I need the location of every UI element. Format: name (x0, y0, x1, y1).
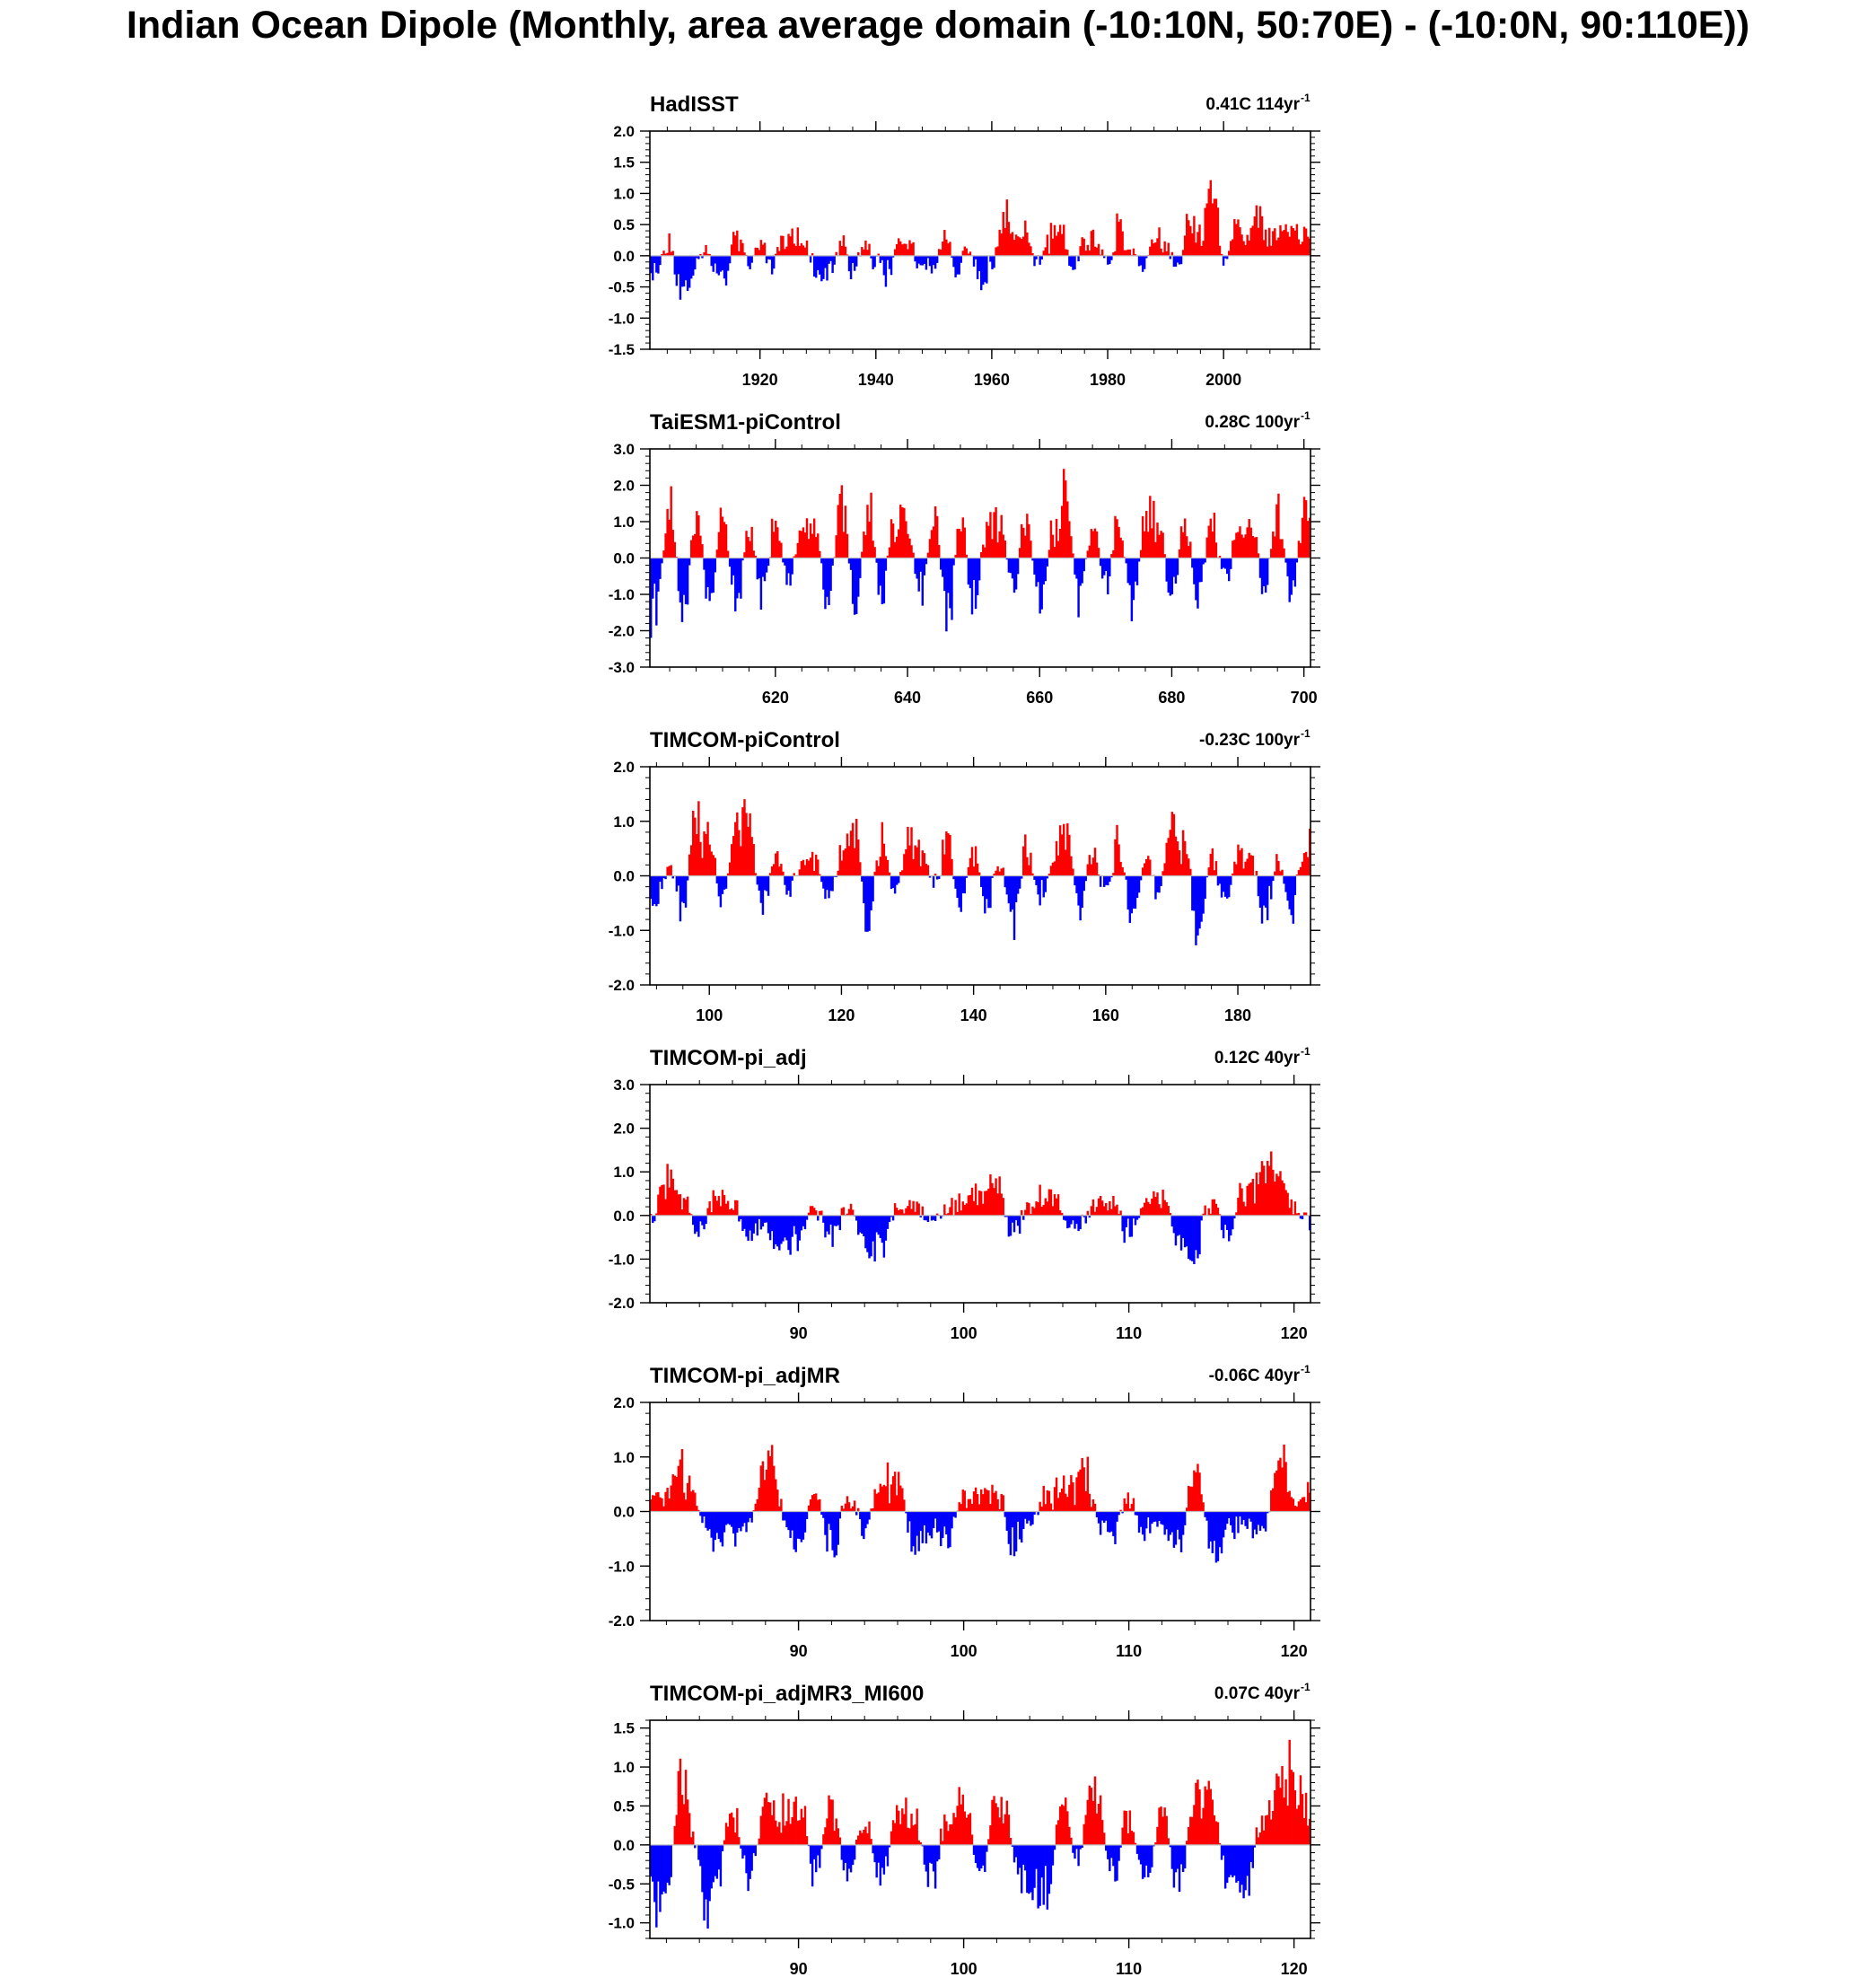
positive-bar (916, 1808, 917, 1844)
x-tick-label: 90 (789, 1960, 808, 1978)
positive-bar (780, 543, 782, 558)
positive-bar (1171, 252, 1173, 256)
positive-bar (701, 544, 703, 558)
data-bars (650, 1151, 1311, 1264)
trend-label: -0.23C 100yr (1199, 731, 1300, 750)
positive-bar (819, 551, 820, 558)
negative-bar (890, 256, 892, 275)
negative-bar (885, 558, 887, 571)
x-tick-label: 700 (1290, 689, 1318, 707)
y-tick-label: -1.0 (608, 586, 635, 603)
negative-bar (887, 1845, 889, 1867)
positive-bar (1281, 870, 1283, 876)
positive-bar (1072, 868, 1074, 875)
negative-bar (714, 558, 716, 573)
positive-bar (1004, 540, 1006, 558)
positive-bar (714, 858, 716, 876)
y-tick-label: 0.0 (613, 247, 635, 265)
negative-bar (810, 256, 811, 263)
negative-bar (791, 558, 793, 575)
y-tick-label: 2.0 (613, 477, 635, 495)
x-tick-label: 1920 (741, 371, 778, 389)
negative-bar (859, 558, 861, 578)
negative-bar (1140, 876, 1142, 881)
chart-panel-1 (609, 92, 1320, 389)
x-tick-label: 120 (1280, 1324, 1308, 1342)
negative-bar (839, 1512, 841, 1519)
trend-exponent: -1 (1301, 92, 1311, 104)
positive-bar (1121, 540, 1123, 558)
x-tick-label: 100 (950, 1642, 977, 1660)
positive-bar (1256, 871, 1258, 876)
positive-bar (868, 244, 870, 256)
chart-panel-6 (609, 1681, 1320, 1978)
y-tick-label: 0.0 (613, 1836, 635, 1854)
positive-bar (951, 1198, 952, 1216)
negative-bar (791, 876, 793, 881)
positive-bar (1098, 244, 1100, 256)
positive-bar (1217, 1823, 1219, 1845)
positive-bar (1129, 250, 1131, 256)
negative-bar (1294, 876, 1296, 896)
y-tick-label: -2.0 (608, 1295, 635, 1312)
positive-bar (752, 844, 754, 875)
positive-bar (971, 1834, 973, 1844)
negative-bar (1077, 256, 1079, 261)
negative-bar (873, 256, 875, 268)
positive-bar (949, 242, 951, 256)
positive-bar (1163, 554, 1165, 558)
positive-bar (1070, 1838, 1072, 1845)
negative-bar (1204, 876, 1205, 900)
negative-bar (925, 558, 927, 565)
negative-bar (1198, 1216, 1200, 1254)
positive-bar (727, 550, 729, 558)
x-tick-label: 1960 (973, 371, 1010, 389)
chart-panel-2 (609, 409, 1320, 707)
positive-bar (1283, 549, 1284, 558)
panel-title: TIMCOM-pi_adjMR3_MI600 (650, 1682, 925, 1706)
negative-bar (750, 256, 752, 263)
positive-bar (922, 1207, 924, 1216)
panel-title: TaiESM1-piControl (650, 410, 841, 435)
positive-bar (806, 241, 808, 256)
x-tick-label: 110 (1116, 1324, 1143, 1342)
negative-bar (1160, 876, 1162, 886)
x-tick-label: 100 (950, 1324, 977, 1342)
positive-bar (870, 1839, 872, 1845)
positive-bar (835, 252, 837, 256)
data-bars (650, 1445, 1311, 1562)
x-tick-label: 120 (1280, 1642, 1308, 1660)
x-tick-label: 620 (761, 689, 789, 707)
positive-bar (1072, 553, 1074, 558)
negative-bar (767, 558, 769, 567)
y-tick-label: 1.0 (613, 1759, 635, 1777)
negative-bar (659, 256, 661, 265)
positive-bar (1204, 1206, 1205, 1216)
positive-bar (1003, 867, 1004, 875)
positive-bar (1149, 859, 1151, 875)
positive-bar (817, 859, 819, 875)
negative-bar (1040, 256, 1042, 259)
y-tick-label: 0.0 (613, 1207, 635, 1225)
positive-bar (672, 251, 674, 256)
positive-bar (843, 1208, 845, 1216)
positive-bar (1030, 540, 1031, 558)
trend-label: -0.06C 40yr (1208, 1366, 1300, 1385)
x-tick-label: 120 (1280, 1960, 1308, 1978)
positive-bar (1103, 1832, 1105, 1845)
negative-bar (1110, 256, 1112, 260)
negative-bar (1200, 1216, 1202, 1221)
negative-bar (688, 558, 690, 566)
negative-bar (1047, 558, 1048, 567)
positive-bar (846, 534, 848, 558)
y-tick-label: -1.0 (608, 1558, 635, 1576)
x-tick-label: 1980 (1090, 371, 1126, 389)
negative-bar (1230, 558, 1232, 569)
negative-bar (722, 1845, 723, 1851)
trend-label: 0.07C 40yr (1214, 1684, 1300, 1703)
negative-bar (1100, 876, 1101, 887)
y-tick-label: 0.5 (613, 1797, 635, 1815)
y-tick-label: 3.0 (613, 1076, 635, 1094)
positive-bar (912, 242, 914, 256)
positive-bar (1101, 250, 1103, 256)
positive-bar (927, 866, 929, 876)
negative-bar (854, 1845, 855, 1859)
negative-bar (885, 256, 887, 287)
positive-bar (1291, 1200, 1293, 1216)
y-tick-label: -3.0 (608, 659, 635, 676)
data-bars (650, 180, 1311, 300)
positive-bar (912, 553, 914, 558)
y-tick-label: -2.0 (608, 977, 635, 994)
negative-bar (806, 1512, 808, 1520)
positive-bar (674, 542, 676, 558)
positive-bar (1021, 1210, 1022, 1216)
positive-bar (687, 1197, 688, 1216)
negative-bar (1180, 256, 1182, 264)
negative-bar (1138, 558, 1140, 562)
y-tick-label: -1.0 (608, 310, 635, 328)
negative-bar (898, 876, 899, 883)
positive-bar (738, 1837, 740, 1845)
positive-bar (852, 1209, 854, 1215)
negative-bar (936, 256, 938, 263)
negative-bar (934, 1216, 936, 1221)
negative-bar (855, 256, 857, 267)
negative-bar (927, 1216, 929, 1222)
negative-bar (1131, 1216, 1133, 1237)
positive-bar (964, 528, 966, 558)
trend-label: 0.41C 114yr (1205, 95, 1300, 114)
negative-bar (831, 876, 833, 892)
positive-bar (938, 545, 940, 558)
positive-bar (1087, 1211, 1089, 1216)
negative-bar (1177, 558, 1179, 576)
x-tick-label: 100 (950, 1960, 977, 1978)
negative-bar (1022, 1216, 1024, 1220)
x-tick-label: 1940 (857, 371, 894, 389)
positive-bar (859, 862, 861, 875)
negative-bar (755, 1845, 757, 1856)
negative-bar (767, 876, 769, 896)
positive-bar (854, 1500, 855, 1511)
negative-bar (820, 1845, 822, 1850)
x-tick-label: 100 (696, 1006, 723, 1024)
x-tick-label: 680 (1158, 689, 1186, 707)
positive-bar (764, 242, 766, 255)
positive-bar (1028, 1203, 1030, 1216)
positive-bar (873, 547, 875, 558)
positive-bar (1215, 861, 1217, 875)
positive-bar (1189, 541, 1191, 558)
negative-bar (951, 558, 952, 620)
x-tick-label: 140 (960, 1006, 987, 1024)
positive-bar (845, 247, 846, 256)
panel-title: TIMCOM-pi_adjMR (650, 1364, 840, 1388)
chart-panel-5 (609, 1363, 1320, 1660)
y-tick-label: -1.5 (608, 341, 635, 358)
y-tick-label: 2.0 (613, 123, 635, 140)
negative-bar (725, 876, 727, 889)
y-tick-label: 1.0 (613, 813, 635, 830)
y-tick-label: 1.0 (613, 185, 635, 203)
positive-bar (1003, 1198, 1004, 1216)
negative-bar (729, 256, 731, 263)
positive-bar (917, 1203, 919, 1215)
negative-bar (993, 256, 995, 268)
negative-bar (872, 876, 873, 902)
x-tick-label: 160 (1091, 1006, 1119, 1024)
negative-bar (938, 1845, 940, 1859)
negative-bar (1074, 256, 1075, 269)
negative-bar (1204, 558, 1205, 563)
positive-bar (736, 1200, 738, 1216)
data-bars (650, 1740, 1311, 1929)
y-tick-label: -0.5 (608, 1876, 635, 1894)
trend-label: 0.28C 100yr (1205, 413, 1300, 432)
panel-title: TIMCOM-piControl (650, 728, 840, 752)
positive-bar (1094, 1504, 1096, 1512)
negative-bar (954, 1512, 956, 1518)
x-tick-label: 110 (1116, 1642, 1143, 1660)
trend-exponent: -1 (1301, 1681, 1311, 1693)
negative-bar (1017, 558, 1019, 575)
positive-bar (839, 1837, 841, 1844)
y-tick-label: -1.0 (608, 922, 635, 940)
negative-bar (653, 1216, 655, 1221)
negative-bar (1109, 558, 1110, 576)
negative-bar (868, 1512, 870, 1520)
negative-bar (1302, 1216, 1303, 1219)
negative-bar (986, 1845, 987, 1852)
negative-bar (750, 1512, 752, 1523)
negative-bar (831, 558, 833, 566)
positive-bar (780, 1498, 782, 1511)
chart-panel-3 (609, 727, 1320, 1024)
y-tick-label: -0.5 (608, 278, 635, 296)
y-tick-label: 0.0 (613, 1503, 635, 1521)
negative-bar (1265, 1512, 1267, 1532)
positive-bar (1168, 1838, 1170, 1845)
y-tick-label: 1.0 (613, 514, 635, 531)
y-tick-label: 1.5 (613, 1719, 635, 1737)
negative-bar (687, 876, 688, 881)
negative-bar (978, 558, 980, 581)
y-tick-label: -2.0 (608, 1613, 635, 1630)
x-tick-label: 110 (1116, 1960, 1143, 1978)
negative-bar (1085, 876, 1087, 882)
trend-label: 0.12C 40yr (1214, 1049, 1300, 1068)
negative-bar (1039, 876, 1040, 906)
x-tick-label: 90 (789, 1324, 808, 1342)
positive-bar (1047, 234, 1048, 255)
negative-bar (960, 256, 962, 263)
positive-bar (1168, 242, 1170, 255)
page-title: Indian Ocean Dipole (Monthly, area average domain (-10:10N, 50:70E) - (-10:0N, 90:110E)) (126, 4, 1750, 47)
y-tick-label: -1.0 (608, 1914, 635, 1932)
negative-bar (952, 558, 954, 566)
x-tick-label: 640 (894, 689, 922, 707)
negative-bar (1136, 558, 1138, 585)
x-tick-label: 2000 (1205, 371, 1242, 389)
trend-exponent: -1 (1301, 727, 1311, 740)
y-tick-label: 0.5 (613, 216, 635, 234)
negative-bar (1267, 558, 1268, 585)
negative-bar (1085, 1216, 1087, 1224)
y-tick-label: 2.0 (613, 1120, 635, 1138)
positive-bar (692, 1832, 694, 1845)
positive-bar (1010, 1838, 1012, 1845)
negative-bar (1019, 1216, 1021, 1234)
y-tick-label: -2.0 (608, 622, 635, 640)
negative-bar (1252, 1845, 1254, 1868)
y-tick-label: 1.5 (613, 154, 635, 171)
y-tick-label: 1.0 (613, 1448, 635, 1466)
positive-bar (1030, 853, 1031, 876)
positive-bar (820, 1210, 822, 1215)
negative-bar (1184, 1845, 1186, 1868)
y-tick-label: 1.0 (613, 1164, 635, 1182)
negative-bar (1296, 558, 1298, 563)
trend-exponent: -1 (1301, 1363, 1311, 1375)
positive-bar (1133, 1498, 1135, 1512)
positive-bar (1189, 869, 1191, 876)
negative-bar (1079, 1216, 1081, 1229)
trend-exponent: -1 (1301, 1045, 1311, 1058)
negative-bar (989, 876, 991, 909)
y-tick-label: 0.0 (613, 549, 635, 567)
negative-bar (1184, 1512, 1186, 1525)
negative-bar (817, 1216, 819, 1221)
positive-bar (1003, 1495, 1004, 1511)
negative-bar (839, 1216, 841, 1230)
positive-bar (819, 1499, 820, 1512)
y-tick-label: 3.0 (613, 441, 635, 458)
x-tick-label: 180 (1224, 1006, 1252, 1024)
positive-bar (951, 859, 952, 876)
positive-bar (1066, 250, 1068, 256)
positive-bar (806, 1836, 808, 1845)
negative-bar (705, 1216, 706, 1224)
negative-bar (1272, 876, 1274, 882)
negative-bar (670, 1845, 671, 1877)
positive-bar (1202, 1502, 1204, 1511)
negative-bar (855, 1512, 857, 1516)
negative-bar (740, 558, 741, 599)
y-tick-label: 2.0 (613, 1394, 635, 1411)
negative-bar (986, 256, 987, 284)
positive-bar (943, 1204, 945, 1215)
positive-bar (1098, 548, 1100, 558)
negative-bar (933, 876, 934, 888)
negative-bar (1054, 1845, 1056, 1850)
positive-bar (815, 1210, 817, 1216)
panel-title: HadISST (650, 92, 739, 117)
negative-bar (661, 558, 662, 564)
data-bars (650, 469, 1311, 637)
negative-bar (964, 876, 966, 894)
y-tick-label: -1.0 (608, 1251, 635, 1269)
chart-panel-4 (609, 1045, 1320, 1342)
positive-bar (903, 1499, 905, 1511)
trend-exponent: -1 (1301, 409, 1311, 422)
positive-bar (969, 251, 971, 256)
negative-bar (833, 256, 835, 265)
positive-bar (1252, 856, 1254, 875)
negative-bar (1083, 558, 1084, 572)
negative-bar (1151, 1845, 1153, 1867)
positive-bar (1096, 863, 1098, 876)
negative-bar (1230, 876, 1232, 885)
negative-bar (773, 256, 775, 268)
panel-title: TIMCOM-pi_adj (650, 1046, 807, 1070)
y-tick-label: 2.0 (613, 759, 635, 776)
negative-bar (685, 876, 687, 908)
negative-bar (806, 1216, 808, 1220)
positive-bar (1119, 1210, 1121, 1215)
x-tick-label: 660 (1026, 689, 1054, 707)
negative-bar (1035, 256, 1037, 259)
negative-bar (892, 1216, 894, 1221)
x-tick-label: 90 (789, 1642, 808, 1660)
positive-bar (1258, 553, 1259, 558)
positive-bar (1116, 1205, 1118, 1216)
positive-bar (782, 872, 784, 876)
y-tick-label: 0.0 (613, 867, 635, 885)
positive-bar (670, 866, 671, 876)
positive-bar (1215, 542, 1217, 558)
data-bars (650, 799, 1311, 945)
x-tick-label: 120 (828, 1006, 855, 1024)
